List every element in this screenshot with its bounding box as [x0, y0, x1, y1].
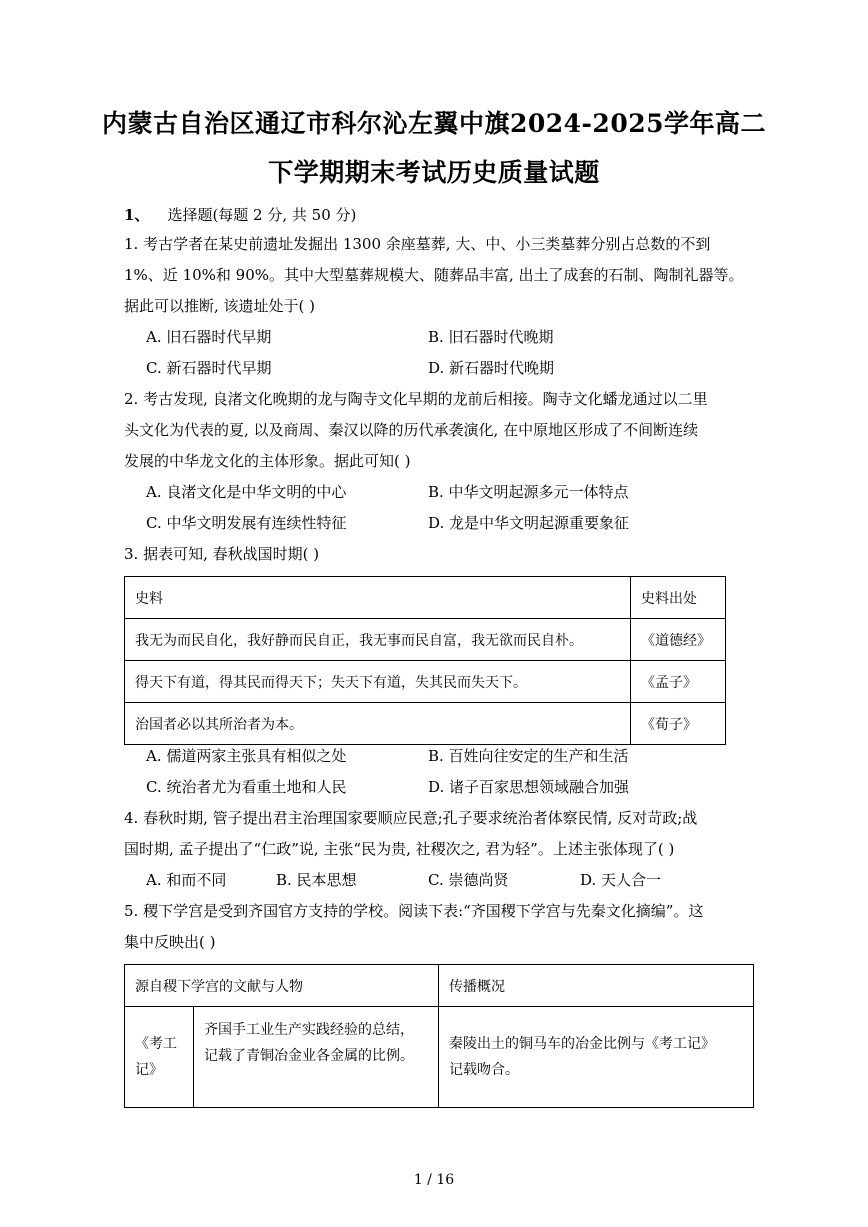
q5-source-table: [124, 964, 754, 1108]
q3-option-c: C. 统治者尤为看重土地和人民: [146, 778, 347, 796]
table-cell-text: 秦陵出土的铜马车的冶金比例与《考工记》: [449, 1036, 715, 1052]
q1-stem-line-1: 1. 考古学者在某史前遗址发掘出 1300 余座墓葬, 大、中、小三类墓葬分别占总数的不到: [124, 235, 711, 253]
table-cell-text: 齐国手工业生产实践经验的总结，: [204, 1022, 414, 1038]
q4-option-c: C. 崇德尚贤: [428, 871, 509, 889]
table-cell-text: 记载了青铜冶金业各金属的比例。: [204, 1048, 414, 1064]
table-row: [125, 1007, 754, 1108]
table-row: [125, 619, 726, 661]
q3-stem: 3. 据表可知, 春秋战国时期( ): [124, 545, 320, 563]
q2-stem-line-2: 头文化为代表的夏, 以及商周、秦汉以降的历代承袭演化, 在中原地区形成了不间断连续: [124, 421, 699, 439]
section-label: 选择题(每题 2 分, 共 50 分): [167, 206, 357, 224]
table-cell: 我无为而民自化，我好静而民自正，我无事而民自富，我无欲而民自朴。: [125, 619, 631, 661]
q1-option-b: B. 旧石器时代晚期: [428, 328, 554, 346]
q4-option-a: A. 和而不同: [146, 871, 227, 889]
table-cell: [125, 1007, 194, 1108]
q3-option-b: B. 百姓向往安定的生产和生活: [428, 747, 629, 765]
q2-option-a: A. 良渚文化是中华文明的中心: [146, 483, 347, 501]
q3-source-table: [124, 576, 726, 745]
q1-option-a: A. 旧石器时代早期: [146, 328, 272, 346]
table-cell-text: 《考工: [135, 1036, 177, 1052]
table-cell: 《荀子》: [631, 703, 726, 745]
table-cell: 治国者必以其所治者为本。: [125, 703, 631, 745]
q2-option-d: D. 龙是中华文明起源重要象征: [428, 514, 630, 532]
table-header-cell: 传播概况: [439, 965, 754, 1007]
table-header-row: [125, 965, 754, 1007]
q5-stem-line-2: 集中反映出( ): [124, 933, 216, 951]
section-heading: [124, 204, 356, 225]
q1-option-c: C. 新石器时代早期: [146, 359, 272, 377]
q4-stem-line-1: 4. 春秋时期, 管子提出君主治理国家要顺应民意;孔子要求统治者体察民情, 反对苛政;战: [124, 809, 698, 827]
table-header-cell: 史料出处: [631, 577, 726, 619]
table-cell: 《道德经》: [631, 619, 726, 661]
q1-option-d: D. 新石器时代晚期: [428, 359, 555, 377]
q2-stem-line-1: 2. 考古发现, 良渚文化晚期的龙与陶寺文化早期的龙前后相接。陶寺文化蟠龙通过以二里: [124, 390, 708, 408]
table-cell: 《孟子》: [631, 661, 726, 703]
table-row: [125, 703, 726, 745]
table-header-row: [125, 577, 726, 619]
q2-stem-line-3: 发展的中华龙文化的主体形象。据此可知( ): [124, 452, 411, 470]
table-header-cell: 源自稷下学宫的文献与人物: [125, 965, 439, 1007]
q4-option-b: B. 民本思想: [276, 871, 357, 889]
q1-stem-line-3: 据此可以推断, 该遗址处于( ): [124, 297, 316, 315]
table-row: [125, 661, 726, 703]
page-number: 1 / 16: [413, 1172, 455, 1188]
q2-option-c: C. 中华文明发展有连续性特征: [146, 514, 347, 532]
q1-stem-line-2: 1%、近 10%和 90%。其中大型墓葬规模大、随葬品丰富, 出土了成套的石制、陶制礼器等。: [124, 266, 744, 284]
q2-option-b: B. 中华文明起源多元一体特点: [428, 483, 629, 501]
table-cell: [439, 1007, 754, 1108]
table-cell: [194, 1007, 439, 1108]
q3-option-d: D. 诸子百家思想领域融合加强: [428, 778, 630, 796]
table-cell-text: 记载吻合。: [449, 1062, 519, 1078]
doc-title-line-2: 下学期期末考试历史质量试题: [268, 158, 600, 187]
doc-title-line-1: 内蒙古自治区通辽市科尔沁左翼中旗2024-2025学年高二: [101, 109, 767, 138]
q4-option-d: D. 天人合一: [580, 871, 662, 889]
q5-stem-line-1: 5. 稷下学宫是受到齐国官方支持的学校。阅读下表:“齐国稷下学宫与先秦文化摘编”。这: [124, 902, 704, 920]
table-cell-text: 记》: [135, 1062, 163, 1078]
q3-option-a: A. 儒道两家主张具有相似之处: [146, 747, 347, 765]
table-cell: 得天下有道，得其民而得天下；失天下有道，失其民而失天下。: [125, 661, 631, 703]
section-number: 1、: [124, 206, 150, 224]
table-header-cell: 史料: [125, 577, 631, 619]
q4-stem-line-2: 国时期, 孟子提出了“仁政”说, 主张“民为贵, 社稷次之, 君为轻”。上述主张体现了( ): [124, 840, 675, 858]
